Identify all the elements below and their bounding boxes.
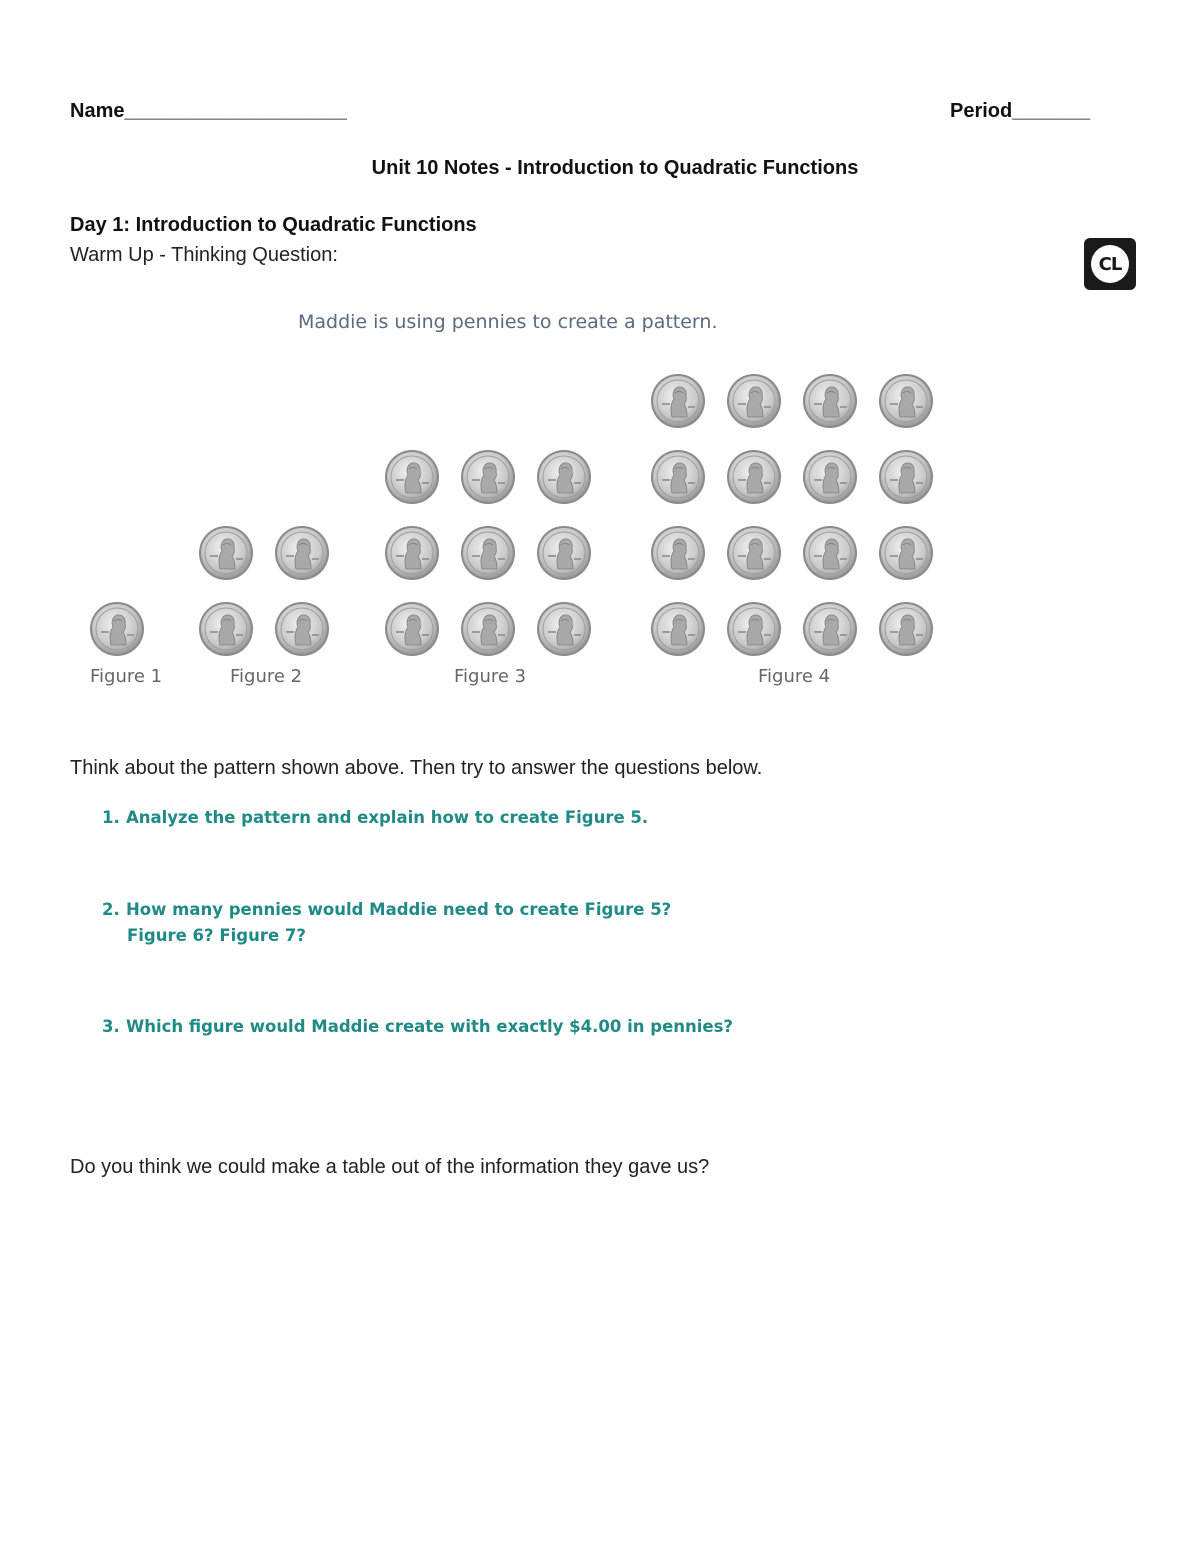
question-2 <box>102 900 671 919</box>
figure-3-label: Figure 3 <box>454 666 527 687</box>
question-text: Analyze the pattern and explain how to create Figure 5. <box>126 808 649 827</box>
penny-icon <box>726 373 782 429</box>
question-1 <box>102 808 648 827</box>
question-number: 3. <box>102 1017 120 1036</box>
penny-icon <box>802 449 858 505</box>
cl-logo-text: CL <box>1091 245 1129 283</box>
penny-icon <box>384 601 440 657</box>
name-field-label: Name____________________ <box>70 100 347 122</box>
penny-icon <box>89 601 145 657</box>
penny-icon <box>650 525 706 581</box>
penny-icon <box>726 525 782 581</box>
penny-icon <box>536 449 592 505</box>
question-2-continuation: Figure 6? Figure 7? <box>127 926 306 945</box>
question-text: Which figure would Maddie create with exactly $4.00 in pennies? <box>126 1017 733 1036</box>
question-number: 1. <box>102 808 120 827</box>
penny-icon <box>878 525 934 581</box>
penny-icon <box>878 601 934 657</box>
section-subtitle: Warm Up - Thinking Question: <box>70 244 338 266</box>
penny-icon <box>802 373 858 429</box>
question-number: 2. <box>102 900 120 919</box>
penny-icon <box>802 601 858 657</box>
question-3 <box>102 1017 733 1036</box>
penny-icon <box>460 525 516 581</box>
penny-icon <box>384 525 440 581</box>
penny-icon <box>726 601 782 657</box>
penny-icon <box>460 601 516 657</box>
figure-4-label: Figure 4 <box>758 666 831 687</box>
page-title: Unit 10 Notes - Introduction to Quadratic Functions <box>371 157 859 179</box>
closing-question: Do you think we could make a table out of the information they gave us? <box>70 1156 710 1178</box>
cl-logo-icon <box>1084 238 1136 290</box>
period-field-label: Period_______ <box>950 100 1091 122</box>
penny-icon <box>878 449 934 505</box>
penny-icon <box>460 449 516 505</box>
instructions: Think about the pattern shown above. Then try to answer the questions below. <box>70 757 763 779</box>
figure-2-label: Figure 2 <box>230 666 303 687</box>
penny-icon <box>802 525 858 581</box>
penny-icon <box>536 525 592 581</box>
penny-icon <box>726 449 782 505</box>
question-text: How many pennies would Maddie need to create Figure 5? <box>126 900 672 919</box>
figure-1-label: Figure 1 <box>90 666 163 687</box>
penny-icon <box>198 601 254 657</box>
penny-icon <box>384 449 440 505</box>
section-title: Day 1: Introduction to Quadratic Functions <box>70 214 477 236</box>
penny-icon <box>198 525 254 581</box>
penny-icon <box>536 601 592 657</box>
penny-icon <box>650 601 706 657</box>
penny-icon <box>878 373 934 429</box>
penny-icon <box>650 373 706 429</box>
pattern-caption: Maddie is using pennies to create a pattern. <box>298 311 718 333</box>
penny-icon <box>650 449 706 505</box>
penny-icon <box>274 601 330 657</box>
penny-icon <box>274 525 330 581</box>
